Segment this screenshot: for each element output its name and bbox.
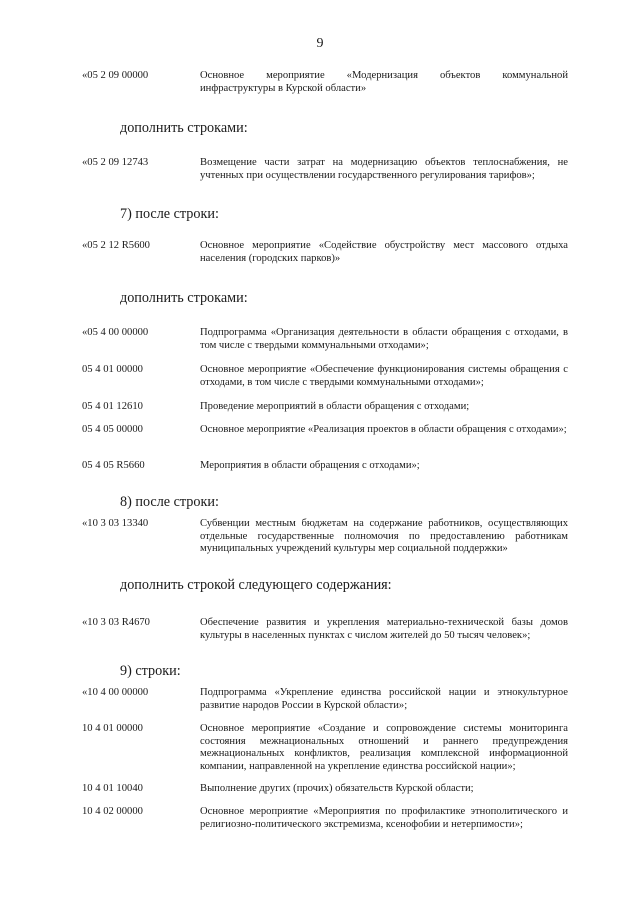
row-description: Мероприятия в области обращения с отходами»; bbox=[200, 460, 420, 471]
row-description: Основное мероприятие «Мероприятия по профилактике этнополитического и религиозно-политического экстремизма, ксенофобии и нетерпимости»; bbox=[200, 806, 568, 830]
section-heading: дополнить строками: bbox=[120, 290, 248, 306]
row-description: Возмещение части затрат на модернизацию объектов теплоснабжения, не учтенных при осуществлении государственного регулирования тарифов»; bbox=[200, 157, 568, 181]
row-description: Подпрограмма «Организация деятельности в области обращения с отходами, в том числе с твердыми коммунальными отходами»; bbox=[200, 327, 568, 351]
budget-code: «05 2 09 00000 bbox=[82, 70, 149, 81]
row-description: Обеспечение развития и укрепления материально-технической базы домов культуры в населенных пунктах с числом жителей до 50 тысяч человек»; bbox=[200, 617, 568, 641]
row-description: Подпрограмма «Укрепление единства российской нации и этнокультурное развитие народов России в Курской области»; bbox=[200, 687, 568, 711]
budget-code: 05 4 05 R5660 bbox=[82, 460, 145, 471]
row-description: Проведение мероприятий в области обращения с отходами; bbox=[200, 401, 470, 412]
budget-code: «05 2 12 R5600 bbox=[82, 240, 150, 251]
row-description: Основное мероприятие «Модернизация объектов коммунальной инфраструктуры в Курской области» bbox=[200, 70, 568, 94]
section-heading: дополнить строкой следующего содержания: bbox=[120, 577, 392, 593]
budget-code: 10 4 02 00000 bbox=[82, 806, 143, 817]
budget-code: «10 3 03 13340 bbox=[82, 518, 149, 529]
budget-code: «05 2 09 12743 bbox=[82, 157, 149, 168]
budget-code: 10 4 01 10040 bbox=[82, 783, 143, 794]
budget-code: 05 4 01 00000 bbox=[82, 364, 143, 375]
row-description: Основное мероприятие «Создание и сопровождение системы мониторинга состояния межнациональных отношений и раннего предупреждения межнациональных конфликтов, реализация комплексной информационной компании, направленной на укрепление единства российской нации»; bbox=[200, 723, 568, 772]
budget-code: 10 4 01 00000 bbox=[82, 723, 143, 734]
row-description: Выполнение других (прочих) обязательств Курской области; bbox=[200, 783, 474, 794]
budget-code: «05 4 00 00000 bbox=[82, 327, 149, 338]
row-description: Основное мероприятие «Содействие обустройству мест массового отдыха населения (городских парков)» bbox=[200, 240, 568, 264]
budget-code: «10 3 03 R4670 bbox=[82, 617, 150, 628]
budget-code: «10 4 00 00000 bbox=[82, 687, 149, 698]
row-description: Субвенции местным бюджетам на содержание работников, осуществляющих отдельные государственные полномочия по предоставлению работникам муниципальных учреждений культуры мер социальной поддержки» bbox=[200, 518, 568, 554]
section-heading: дополнить строками: bbox=[120, 120, 248, 136]
page-number: 9 bbox=[316, 36, 324, 51]
section-heading: 9) строки: bbox=[120, 663, 181, 679]
budget-code: 05 4 01 12610 bbox=[82, 401, 143, 412]
section-heading: 8) после строки: bbox=[120, 494, 219, 510]
budget-code: 05 4 05 00000 bbox=[82, 424, 143, 435]
row-description: Основное мероприятие «Реализация проектов в области обращения с отходами»; bbox=[200, 424, 567, 435]
section-heading: 7) после строки: bbox=[120, 206, 219, 222]
row-description: Основное мероприятие «Обеспечение функционирования системы обращения с отходами, в том числе с твердыми коммунальными отходами»; bbox=[200, 364, 568, 388]
